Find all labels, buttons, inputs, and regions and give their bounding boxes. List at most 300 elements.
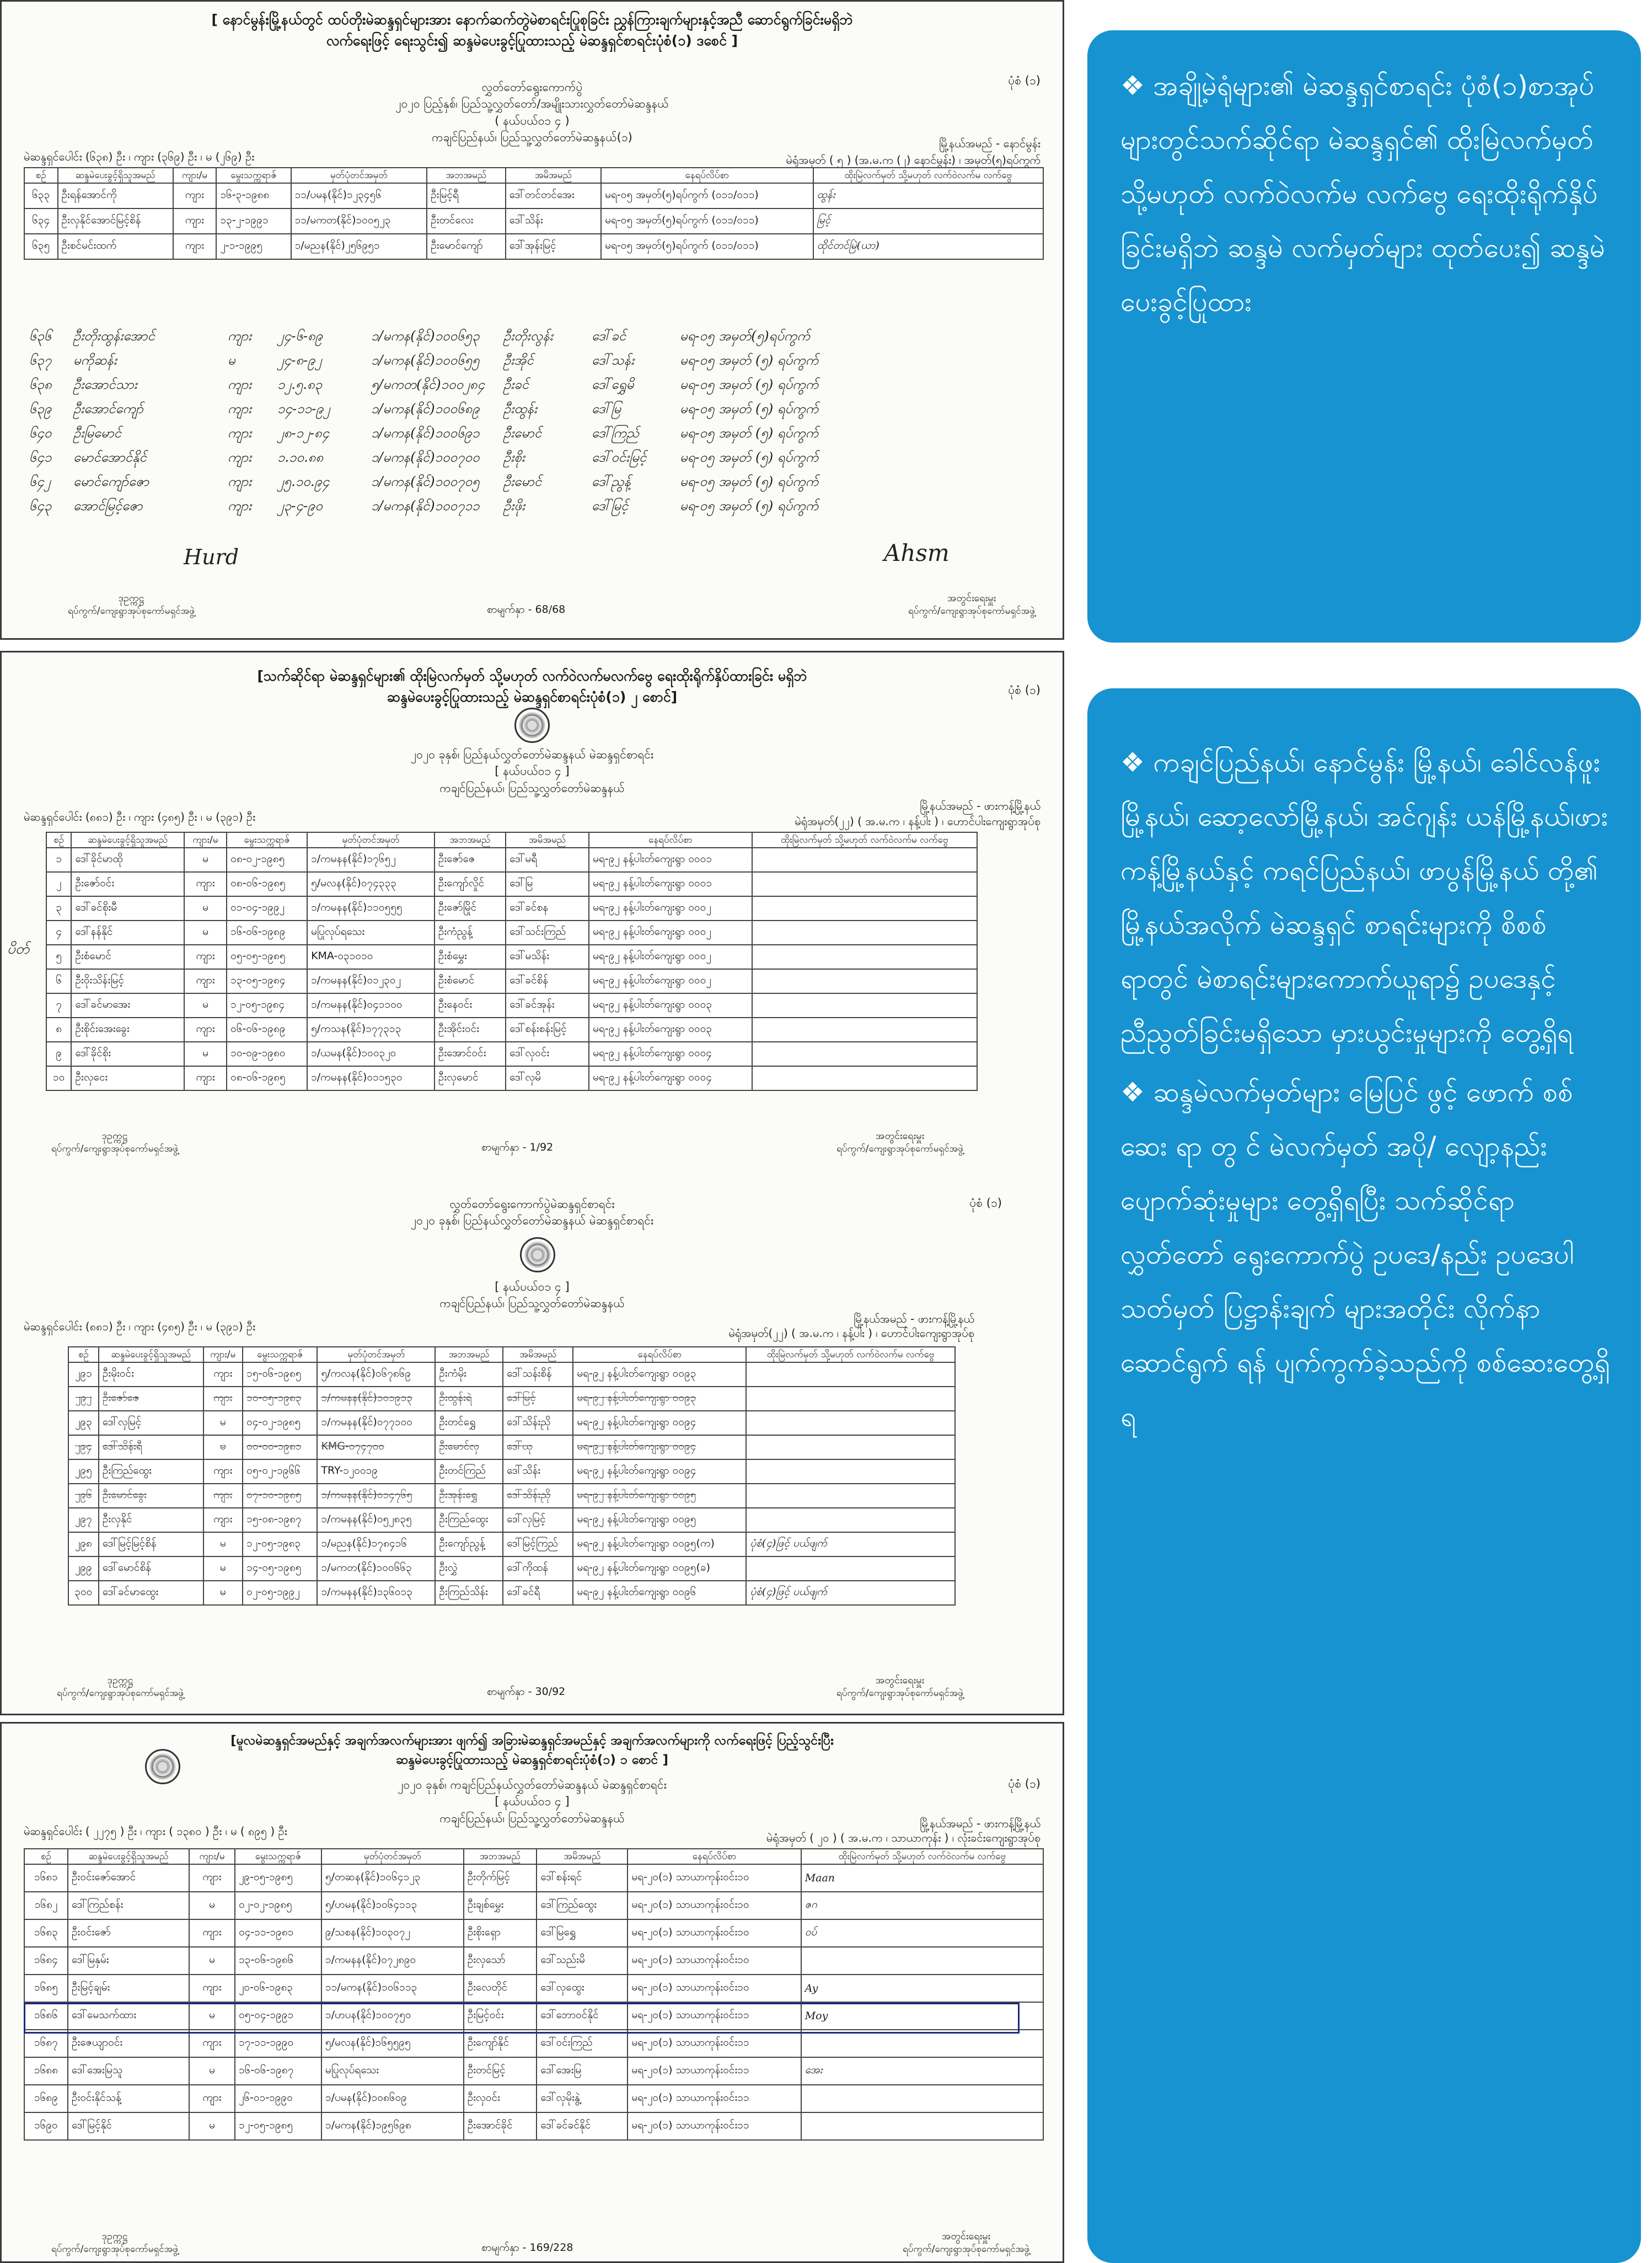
table-cell: မရ-၀၅ အမှတ်(၅)ရပ်ကွက် (၀၁၁/၀၁၁): [601, 234, 813, 259]
table-cell: ကျား: [184, 969, 227, 993]
finding-panel-2: [1087, 688, 1641, 2263]
table-cell: ဦးကြည်သိန်း: [435, 1581, 503, 1605]
scan1-station: မဲရုံအမှတ် ( ၅ ) (အ.မ.က (၂) နောင်မွန်း) ၊ အမှတ်(၅)ရပ်ကွက်: [786, 153, 1040, 167]
table-cell: TRY-၁၂၀၀၁၉: [317, 1459, 435, 1484]
column-header: မွေးသက္ကရာဇ်: [227, 832, 307, 848]
scan1-right-signature: Ahsm: [884, 539, 950, 566]
handwritten-cell: ကျား: [228, 474, 252, 489]
table-cell: ဒေါ်ကိုထန်: [503, 1556, 573, 1581]
handwritten-cell: ကျား: [228, 425, 252, 441]
table-cell: ၁/ဟပန(နိုင်)၁၀၀၇၅၀: [321, 2002, 464, 2030]
table-cell: ဒေါ်လှထွေး: [537, 1975, 627, 2002]
table-cell: [801, 2030, 1043, 2057]
table-cell: မရ-၉၂ နန့်ပါးတ်ကျေးရွာ ၀၀၀၃: [589, 993, 752, 1018]
handwritten-cell: ၂၈-၁၂-၈၄: [277, 425, 330, 441]
table-cell: ၅/ကသန(နိုင်)၁၇၇၃၁၃: [307, 1018, 435, 1042]
table-cell: ဒေါ်အုန်းမြင့်: [506, 234, 601, 259]
handwritten-cell: ဦးမောင်: [503, 474, 542, 489]
table-cell: [746, 1362, 955, 1387]
handwritten-cell: ဒေါ်မြင့်: [592, 498, 629, 513]
scan2-register-table-1: [46, 832, 978, 1091]
table-row: [24, 1975, 1043, 2002]
table-cell: ဦးမြင့်ဝင်း: [464, 2002, 537, 2030]
table-cell: ၁၂-၀၅-၁၉၈၅: [235, 2112, 321, 2140]
table-cell: ၂: [46, 872, 71, 896]
table-cell: ဦးဇော်ဇေ: [99, 1387, 203, 1411]
table-cell: ၁/မညန(နိုင်)၁၇၈၄၁၆: [317, 1532, 435, 1556]
scan3-page-number: စာမျက်နှာ - 169/228: [481, 2241, 573, 2254]
table-row: [68, 1435, 955, 1459]
table-row: [46, 921, 977, 945]
table-cell: မြင့်: [813, 208, 1043, 234]
table-cell: မရ-၉၂ နန့်ပါးတ်ကျေးရွာ ၀၀၉၃: [573, 1387, 746, 1411]
table-cell: [752, 921, 977, 945]
handwritten-cell: ဒေါ်မြ: [592, 401, 621, 416]
table-cell: ဒေါ်မြင့်: [503, 1387, 573, 1411]
column-header: မွေးသက္ကရာဇ်: [243, 1347, 317, 1362]
table-cell: ၁၄-၀၅-၁၉၈၅: [243, 1556, 317, 1581]
table-cell: ဒေါ်လှမြင့်: [99, 1411, 203, 1435]
handwritten-cell: ဒေါ်ခင်: [592, 328, 626, 344]
scan1-register-table: [24, 167, 1044, 260]
table-cell: ပုံစံ(၄)ဖြင့် ပယ်ဖျက်: [746, 1581, 955, 1605]
table-cell: ၁/ပမန(နိုင်)၁၀၈၆၀၉: [321, 2085, 464, 2112]
table-row: [24, 1864, 1043, 1892]
column-header: မှတ်ပုံတင်အမှတ်: [291, 168, 427, 183]
table-cell: ၀၆-၀၆-၁၉၈၉: [227, 1018, 307, 1042]
column-header: စဉ်: [46, 832, 71, 848]
scan2-register-table-2: [68, 1346, 956, 1606]
table-cell: မရ-၂၀(၁) သာယာကုန်းဝင်း၁၁: [627, 2030, 801, 2057]
table-cell: ၁၃-၀၆-၁၉၈၆: [235, 1947, 321, 1975]
handwritten-cell: ၁/မကန(နိုင်)၁၀၀၇၀၅: [371, 474, 480, 489]
table-cell: မရ-၂၀(၁) သာယာကုန်းဝင်း၁၀: [627, 1919, 801, 1947]
column-header: ဆန္ဒမဲပေးခွင့်ရှိသူအမည်: [71, 832, 184, 848]
table-cell: ဦးလှနိုင်: [99, 1508, 203, 1532]
table-cell: ဒေါ်ခင်ရီ: [503, 1581, 573, 1605]
table-row: [68, 1556, 955, 1581]
column-header: မွေးသက္ကရာဇ်: [235, 1849, 321, 1864]
table-cell: ကျား: [189, 2085, 235, 2112]
table-cell: ဦးဝင်းနိုင်သန့်: [68, 2085, 189, 2112]
handwritten-cell: ဦးခင်: [503, 377, 529, 392]
table-cell: ဦးကြည်ထွေး: [435, 1508, 503, 1532]
table-cell: [746, 1556, 955, 1581]
table-cell: [752, 848, 977, 872]
column-header: အဘအမည်: [435, 1347, 503, 1362]
table-cell: [752, 993, 977, 1018]
table-cell: ကျား: [184, 945, 227, 969]
table-cell: ၀၅-၀၄-၁၉၉၁: [235, 2002, 321, 2030]
scan3-township: မြို့နယ်အမည် - ဖားကန့်မြို့နယ်: [920, 1817, 1040, 1830]
table-cell: ၆၃၄: [24, 208, 58, 234]
table-cell: ၁၆၈၂: [24, 1892, 68, 1919]
column-header: ထိုးမြဲလက်မှတ် သို့မဟုတ် လက်ဝဲလက်မ လက်ဗွေ: [813, 168, 1043, 183]
table-cell: မရ-၉၂ နန့်ပါးတ်ကျေးရွာ ၀၀၉၅(က): [573, 1532, 746, 1556]
scan2b-sub2: ၂၀၂၀ ခုနှစ်၊ ပြည်နယ်လွှတ်တော်မဲဆန္ဒနယ် မဲဆန္ဒရှင်စာရင်း: [410, 1214, 654, 1228]
scan1-sub2: ၂၀၂၀ ပြည့်နှစ်၊ ပြည်သူ့လွှတ်တော်/အမျိုးသားလွှတ်တော်မဲဆန္ဒနယ်: [395, 97, 669, 111]
table-cell: မရ-၉၂ နန့်ပါးတ်ကျေးရွာ ၀၀၉၅(ခ): [573, 1556, 746, 1581]
table-cell: ကျား: [173, 208, 217, 234]
table-cell: ဦးဇေယျာဝင်း: [68, 2030, 189, 2057]
column-header: အမိအမည်: [506, 168, 601, 183]
table-cell: မ: [189, 2057, 235, 2085]
handwritten-cell: မရ-၀၅ အမှတ် (၅) ရပ်ကွက်: [680, 377, 819, 392]
table-cell: ဒေါ်ခင်ခင်နိုင်: [537, 2112, 627, 2140]
table-cell: ၁၆၈၆: [24, 2002, 68, 2030]
table-cell: မရ-၉၂ နန့်ပါးတ်ကျေးရွာ ၀၀၉၄: [573, 1435, 746, 1459]
table-cell: [752, 1066, 977, 1090]
handwritten-cell: အောင်မြင့်ဇော: [73, 498, 143, 513]
table-cell: ၁/မကန(နိုင်)၁၉၅၆၉၈: [321, 2112, 464, 2140]
table-cell: ဦးစံမွှေး: [435, 945, 506, 969]
handwritten-cell: ၆၄၂: [29, 474, 51, 489]
table-cell: ဒေါ်မြင့်မြင့်စိန်: [99, 1532, 203, 1556]
table-cell: ဒေါ်သည်းမိ: [537, 1947, 627, 1975]
table-cell: ၁၃-၂-၁၉၉၁: [216, 208, 291, 234]
table-row: [68, 1581, 955, 1605]
table-cell: ဦးချစ်မွှေး: [464, 1892, 537, 1919]
column-header: ကျား/မ: [184, 832, 227, 848]
table-cell: မ: [189, 1892, 235, 1919]
table-cell: ဦးစိုင်းအေးခွေး: [71, 1018, 184, 1042]
table-cell: ဦးစံမောင်: [71, 945, 184, 969]
finding-3-text: ❖ ဆန္ဒမဲလက်မှတ်များ မြေပြင် ဖွင့် ဖောက် စစ် ဆေး ရာ တွ င် မဲလက်မှတ် အပို/ လျော့နည်း ပျောက်ဆုံးမှုများ တွေ့ရှိရပြီး သက်ဆိုင်ရာ လွှတ်တော် ရွေးကောက်ပွဲ ဥပဒေ/နည်း ဥပဒေပါ သတ်မှတ် ပြဋ္ဌာန်းချက် များအတိုင်း လိုက်နာဆောင်ရွက် ရန် ပျက်ကွက်ခဲ့သည်ကို စစ်ဆေးတွေ့ရှိရ: [1120, 1077, 1610, 1432]
table-cell: ၅/ကလန(နိုင်)၀၆၇၈၆၉: [317, 1362, 435, 1387]
table-cell: ဒေါ်ခင်စိန်: [506, 969, 589, 993]
table-cell: ၁/ကမနန(နိုင်)၁၃၆၀၁၃: [317, 1581, 435, 1605]
table-cell: ၆၃၃: [24, 183, 58, 208]
table-cell: ဦးအောင်ဝင်း: [435, 1042, 506, 1066]
handwritten-cell: ၆၃၆: [29, 328, 52, 344]
table-cell: ဦးဝင်းဇော်: [68, 1919, 189, 1947]
handwritten-cell: မကိုဆန်း: [73, 352, 117, 368]
table-cell: ဦးဇော်မြိုင်: [435, 896, 506, 921]
table-cell: ဒေါ်သိန်း: [506, 208, 601, 234]
table-cell: ကျား: [184, 1066, 227, 1090]
table-cell: ထွန်း: [813, 183, 1043, 208]
table-cell: ဒေါ်မရီ: [506, 848, 589, 872]
table-cell: ၁/မညန(နိုင်)၂၅၆၉၅၁: [291, 234, 427, 259]
table-cell: ဦးကျော်ညွန့်: [435, 1532, 503, 1556]
table-cell: မ: [184, 896, 227, 921]
table-cell: ဒေါ်အေးမြသူ: [68, 2057, 189, 2085]
table-cell: ၁/ကမနန(နိုင်)၀၇၇၁၀၀: [317, 1411, 435, 1435]
table-cell: ၁: [46, 848, 71, 872]
table-cell: ဦးတင်လေး: [427, 208, 506, 234]
handwritten-cell: ၆၄၃: [29, 498, 52, 513]
table-cell: အေး: [801, 2057, 1043, 2085]
table-cell: မ: [203, 1411, 243, 1435]
table-cell: KMA-၀၃၁၀၁၀: [307, 945, 435, 969]
handwritten-cell: ဒေါ်ရွှေမိ: [592, 377, 634, 392]
table-cell: ၆: [46, 969, 71, 993]
table-cell: ဒေါ်စန်းစန်းမြင့်: [506, 1018, 589, 1042]
table-cell: ဒေါ်မြရွှေ: [537, 1919, 627, 1947]
table-cell: ဒေါ်တင်တင်အေး: [506, 183, 601, 208]
table-cell: ကျား: [203, 1459, 243, 1484]
table-cell: ဒေါ်လှမြင့်: [503, 1508, 573, 1532]
table-cell: ၀၂-၀၅-၁၉၉၂: [243, 1581, 317, 1605]
table-cell: ၁၆၈၄: [24, 1947, 68, 1975]
table-cell: ၁/ကမနန(နိုင်)၀၅၂၈၃၅: [317, 1508, 435, 1532]
table-cell: ဦးကံမိုး: [435, 1362, 503, 1387]
table-cell: ကျား: [203, 1508, 243, 1532]
table-row: [68, 1532, 955, 1556]
table-cell: မရ-၉၂ နန့်ပါးတ်ကျေးရွာ ၀၀၀၂: [589, 969, 752, 993]
scan2b-voter-count: မဲဆန္ဒရှင်ပေါင်း (၈၈၁) ဦး ၊ ကျား (၄၈၅) ဦး ၊ မ (၃၉၁) ဦး: [24, 1320, 256, 1333]
table-cell: [746, 1484, 955, 1508]
scan2-sub1: ၂၀၂၀ ခုနှစ်၊ ပြည်နယ်လွှတ်တော်မဲဆန္ဒနယ် မဲဆန္ဒရှင်စာရင်း: [410, 748, 654, 761]
column-header: ထိုးမြဲလက်မှတ် သို့မဟုတ် လက်ဝဲလက်မ လက်ဗွေ: [752, 832, 977, 848]
handwritten-cell: ကျား: [228, 401, 252, 416]
table-cell: ၁၀: [46, 1066, 71, 1090]
table-cell: ဝပ်: [801, 1919, 1043, 1947]
scan2-margin-note: ပိတ်: [7, 941, 30, 957]
column-header: ထိုးမြဲလက်မှတ် သို့မဟုတ် လက်ဝဲလက်မ လက်ဗွေ: [746, 1347, 955, 1362]
table-cell: Maan: [801, 1864, 1043, 1892]
scan3-sub2: [ နယ်ပယ်၀၁ ၄ ]: [495, 1795, 570, 1809]
table-cell: ပုံစံ(၄)ဖြင့် ပယ်ဖျက်: [746, 1532, 955, 1556]
scan3-sub1: ၂၀၂၀ ခုနှစ်၊ ကချင်ပြည်နယ်လွှတ်တော်မဲဆန္ဒနယ် မဲဆန္ဒရှင်စာရင်း: [398, 1778, 667, 1791]
table-cell: ဒေါ်မြနှမ်း: [68, 1947, 189, 1975]
column-header: အမိအမည်: [506, 832, 589, 848]
table-cell: ဒေါ်မေသက်ထား: [68, 2002, 189, 2030]
table-row: [46, 848, 977, 872]
scan2-voter-count: မဲဆန္ဒရှင်ပေါင်း (၈၈၁) ဦး ၊ ကျား (၄၈၅) ဦး ၊ မ (၃၉၁) ဦး: [24, 810, 256, 823]
finding-2-text: ❖ ကချင်ပြည်နယ်၊ နောင်မွန်း မြို့နယ်၊ ခေါင်လန်ဖူးမြို့နယ်၊ ဆော့လော်မြို့နယ်၊ အင်ဂျန်း ယန်မြို့နယ်၊ဖားကန့်မြို့နယ်နှင့် ကရင်ပြည်နယ်၊ ဖာပွန်မြို့နယ် တို့၏ မြို့နယ်အလိုက် မဲဆန္ဒရှင် စာရင်းများကို စိစစ်ရာတွင် မဲစာရင်းများကောက်ယူရာ၌ ဥပဒေနှင့်ညီညွတ်ခြင်းမရှိသော မှားယွင်းမှုများကို တွေ့ရှိရ: [1120, 747, 1608, 1048]
table-cell: ဒေါ်ကြည်ထွေး: [537, 1892, 627, 1919]
scan1-township: မြို့နယ်အမည် - နောင်မွန်း: [938, 137, 1040, 150]
scan2b-township: မြို့နယ်အမည် - ဖားကန့်မြို့နယ်: [854, 1312, 974, 1325]
table-cell: ၂၉၄: [68, 1435, 99, 1459]
table-cell: KMG-၀၇၄၇၀၀: [317, 1435, 435, 1459]
scan1-form-no: ပုံစံ (၁): [1008, 74, 1040, 87]
table-cell: [752, 1042, 977, 1066]
scan3-footer-right: အတွင်းရေးမှူး ရပ်ကွက်/ကျေးရွာအုပ်စုကော်မရှင်အဖွဲ့: [902, 2230, 1029, 2255]
table-cell: ဦးလေတိုင်: [464, 1975, 537, 2002]
table-row: [24, 2030, 1043, 2057]
column-header: ကျား/မ: [203, 1347, 243, 1362]
table-row: [68, 1459, 955, 1484]
table-cell: [746, 1411, 955, 1435]
handwritten-cell: မရ-၀၅ အမှတ် (၅) ရပ်ကွက်: [680, 352, 819, 368]
table-cell: ကျား: [203, 1387, 243, 1411]
scan1-left-signature: Hurd: [184, 545, 239, 569]
column-header: အမိအမည်: [503, 1347, 573, 1362]
table-cell: ဒေါ်သိန်းရီ: [99, 1435, 203, 1459]
handwritten-cell: မရ-၀၅ အမှတ် (၅) ရပ်ကွက်: [680, 450, 819, 465]
table-cell: ဒေါ်မြ: [506, 872, 589, 896]
table-cell: မ: [189, 2112, 235, 2140]
table-cell: ၅/မလန(နိုင်)၀၇၄၃၃၃: [307, 872, 435, 896]
table-cell: ၀၄-၁၁-၁၉၈၁: [235, 1919, 321, 1947]
table-cell: Ay: [801, 1975, 1043, 2002]
handwritten-cell: ၁.၁၀.၈၈: [277, 450, 324, 465]
handwritten-cell: ဦးထွန်း: [503, 401, 538, 416]
table-cell: မ: [184, 1042, 227, 1066]
scan1-page-number: စာမျက်နှာ - 68/68: [487, 603, 566, 616]
table-row: [24, 2085, 1043, 2112]
table-cell: ဦးမောင်ကျော်: [427, 234, 506, 259]
table-cell: ၅: [46, 945, 71, 969]
column-header: အဘအမည်: [435, 832, 506, 848]
table-cell: ၁၁/မကတ(နိုင်)၁၀၀၅၂၃: [291, 208, 427, 234]
table-cell: မရ-၉၂ နန့်ပါးတ်ကျေးရွာ ၀၀၉၅: [573, 1508, 746, 1532]
table-cell: ၀၈-၀၆-၁၉၈၅: [227, 1066, 307, 1090]
table-cell: ဒေါ်အေးမြ: [537, 2057, 627, 2085]
handwritten-cell: ဦးတိုးလွန်း: [503, 328, 553, 344]
table-cell: ကျား: [184, 1018, 227, 1042]
table-row: [68, 1411, 955, 1435]
table-cell: [801, 1947, 1043, 1975]
table-cell: ဦးမောင်လှ: [435, 1435, 503, 1459]
table-cell: ၀၅-၀၂-၁၉၆၆: [243, 1459, 317, 1484]
handwritten-cell: ၂၄-၆-၈၉: [277, 328, 323, 344]
table-cell: မရ-၉၂ နန့်ပါးတ်ကျေးရွာ ၀၀၀၂: [589, 921, 752, 945]
handwritten-cell: ဒေါ်ကြည်: [592, 425, 640, 441]
handwritten-cell: မရ-၀၅ အမှတ်(၅)ရပ်ကွက်: [680, 328, 811, 344]
table-cell: ဦးလှမောင်: [435, 1066, 506, 1090]
handwritten-cell: ဒေါ်ညွန့်: [592, 474, 631, 489]
table-cell: ကျား: [203, 1362, 243, 1387]
table-cell: ဦးတိုက်မြင့်: [464, 1864, 537, 1892]
handwritten-cell: မရ-၀၅ အမှတ် (၅) ရပ်ကွက်: [680, 498, 819, 513]
scan1-footer-left: ဒုဥက္ကဋ္ဌ ရပ်ကွက်/ကျေးရွာအုပ်စုကော်မရှင်အဖွဲ့: [68, 592, 195, 617]
table-row: [24, 2112, 1043, 2140]
table-row: [46, 945, 977, 969]
table-cell: ၂၆-၀၁-၁၉၉၀: [235, 2085, 321, 2112]
table-cell: ၁၆၈၉: [24, 2085, 68, 2112]
table-cell: မရ-၉၂ နန့်ပါးတ်ကျေးရွာ ၀၀၀၂: [589, 945, 752, 969]
table-cell: မရ-၉၂ နန့်ပါးတ်ကျေးရွာ ၀၀၉၄: [573, 1459, 746, 1484]
table-cell: ၂၉၃: [68, 1411, 99, 1435]
table-cell: [752, 969, 977, 993]
table-cell: ဦးဇော်ဇေ: [435, 848, 506, 872]
table-cell: ဦးတင်ကြည်: [435, 1459, 503, 1484]
table-cell: ၅/မလန(နိုင်)၁၆၅၅၉၅: [321, 2030, 464, 2057]
scan1-title-2: လက်ရေးဖြင့် ရေးသွင်း၍ ဆန္ဒမဲပေးခွင့်ပြုထားသည့် မဲဆန္ဒရှင်စာရင်းပုံစံ(၁) ဒစေင် ]: [326, 32, 738, 49]
scan2-page-number: စာမျက်နှာ - 1/92: [481, 1141, 554, 1153]
handwritten-cell: မရ-၀၅ အမှတ် (၅) ရပ်ကွက်: [680, 474, 819, 489]
table-cell: ဒေါ်မသိန်း: [506, 945, 589, 969]
scan1-footer-right: အတွင်းရေးမှူး ရပ်ကွက်/ကျေးရွာအုပ်စုကော်မရှင်အဖွဲ့: [908, 592, 1035, 617]
handwritten-cell: ကျား: [228, 498, 252, 513]
column-header: အဘအမည်: [464, 1849, 537, 1864]
table-cell: ကျား: [189, 1919, 235, 1947]
table-cell: ဒေါ်ခင်မာထွေး: [99, 1581, 203, 1605]
table-cell: ၀၀-၀၀-၁၉၈၁: [243, 1435, 317, 1459]
table-cell: မရ-၉၂ နန့်ပါးတ်ကျေးရွာ ၀၀၉၄: [573, 1411, 746, 1435]
scan3-station: မဲရုံအမှတ် ( ၂၀ ) ( အ.မ.က ၊ သာယာကုန်း ) ၊ လုံးခင်းကျေးရွာအုပ်စု: [766, 1831, 1040, 1844]
table-cell: မပြုလုပ်ရသေး: [321, 2057, 464, 2085]
table-cell: ကျား: [173, 183, 217, 208]
table-row: [46, 1018, 977, 1042]
table-cell: ဒေါ်သိန်း: [503, 1459, 573, 1484]
table-cell: ၁/ယမန(နိုင်)၁၀၀၃၂၀: [307, 1042, 435, 1066]
table-cell: မရ-၉၂ နန့်ပါးတ်ကျေးရွာ ၀၀၉၆: [573, 1581, 746, 1605]
table-cell: ကျား: [203, 1484, 243, 1508]
scan-missing-signatures: [0, 651, 1064, 1715]
table-cell: ဒေါ်ယု: [503, 1435, 573, 1459]
handwritten-cell: မောင်ကျော်ဇော: [73, 474, 149, 489]
handwritten-cell: ဦးအိုင်: [503, 352, 534, 368]
table-cell: ဒေါ်ဝင်းကြည်: [537, 2030, 627, 2057]
table-row: [46, 1066, 977, 1090]
table-cell: မ: [203, 1435, 243, 1459]
table-cell: ၀၇-၁၀-၁၉၈၅: [243, 1484, 317, 1508]
table-cell: ကျား: [173, 234, 217, 259]
handwritten-cell: ကျား: [228, 377, 252, 392]
column-header: မှတ်ပုံတင်အမှတ်: [307, 832, 435, 848]
table-cell: ၁/ကမနန(နိုင်)၀၄၁၁၀၀: [307, 993, 435, 1018]
table-cell: ၁/ကမနန(နိုင်)၁၀၁၉၁၃: [317, 1387, 435, 1411]
table-cell: ၁၅-၀၆-၁၉၈၅: [243, 1362, 317, 1387]
table-cell: မရ-၂၀(၁) သာယာကုန်းဝင်း၁၁: [627, 2057, 801, 2085]
table-cell: ဦးလှနိုင်အောင်မြင့်စိန်: [58, 208, 173, 234]
table-cell: ဦးအုန်းရွှေ: [435, 1484, 503, 1508]
handwritten-cell: ၂၅.၁၀.၉၄: [277, 474, 330, 489]
finding-panel-1: [1087, 30, 1641, 643]
table-cell: ၃: [46, 896, 71, 921]
table-cell: ၆၃၅: [24, 234, 58, 259]
handwritten-cell: ၆၄၀: [29, 425, 52, 441]
column-header: ကျား/မ: [173, 168, 217, 183]
table-cell: ၁/မကတ(နိုင်)၁၀၀၆၆၃: [317, 1556, 435, 1581]
commission-seal-icon-2: [520, 1237, 555, 1272]
table-cell: ဒေါ်လှမိ: [506, 1066, 589, 1090]
handwritten-cell: ၂၄-၈-၉၂: [277, 352, 322, 368]
table-cell: [746, 1459, 955, 1484]
table-cell: ဦးစံမောင်: [435, 969, 506, 993]
handwritten-cell: ၁၂.၅.၈၃: [277, 377, 323, 392]
scan2-footer-left: ဒုဥက္ကဋ္ဌ ရပ်ကွက်/ကျေးရွာအုပ်စုကော်မရှင်အဖွဲ့: [51, 1130, 179, 1155]
table-cell: ၉: [46, 1042, 71, 1066]
column-header: စဉ်: [24, 168, 58, 183]
table-row: [24, 1947, 1043, 1975]
table-cell: ၁/ကမနန(နိုင်)၀၁၂၃၀၂: [307, 969, 435, 993]
table-cell: ၂၉၁: [68, 1362, 99, 1387]
table-cell: ဦးဝင်းဇော်အောင်: [68, 1864, 189, 1892]
table-cell: ဒေါ်ကြည်စန်း: [68, 1892, 189, 1919]
table-cell: ၁၆၈၁: [24, 1864, 68, 1892]
scan1-sub4: ကချင်ပြည်နယ်၊ ပြည်သူ့လွှတ်တော်မဲဆန္ဒနယ်(၁): [432, 131, 632, 145]
table-cell: ဒေါ်လှမိုးနွဲ့: [537, 2085, 627, 2112]
column-header: မှတ်ပုံတင်အမှတ်: [321, 1849, 464, 1864]
column-header: နေရပ်လိပ်စာ: [573, 1347, 746, 1362]
table-cell: မရ-၉၂ နန့်ပါးတ်ကျေးရွာ ၀၀၀၁: [589, 872, 752, 896]
table-cell: ၅/ဟမန(နိုင်)၁၀၆၄၁၁၃: [321, 1892, 464, 1919]
table-cell: ဒေါ်ခင်အုန်း: [506, 993, 589, 1018]
scan3-sub3: ကချင်ပြည်နယ်၊ ပြည်သူ့လွှတ်တော်မဲဆန္ဒနယ်: [439, 1811, 625, 1825]
table-cell: မရ-၂၀(၁) သာယာကုန်းဝင်း၁၀: [627, 1864, 801, 1892]
table-cell: ဒေါ်မြင့်ကြည်: [503, 1532, 573, 1556]
table-cell: ကျား: [189, 1864, 235, 1892]
table-cell: [746, 1435, 955, 1459]
table-cell: ဦးနေဝင်း: [435, 993, 506, 1018]
table-row: [68, 1508, 955, 1532]
column-header: ဆန္ဒမဲပေးခွင့်ရှိသူအမည်: [99, 1347, 203, 1362]
handwritten-cell: ကျား: [228, 450, 252, 465]
table-cell: မ: [203, 1532, 243, 1556]
table-cell: ၁၁/ပမန(နိုင်)၁၂၃၄၅၆: [291, 183, 427, 208]
table-cell: ဦးမြင့်ချမ်း: [68, 1975, 189, 2002]
table-cell: Moy: [801, 2002, 1043, 2030]
scan2b-footer-right: အတွင်းရေးမှူး ရပ်ကွက်/ကျေးရွာအုပ်စုကော်မရှင်အဖွဲ့: [836, 1674, 963, 1699]
table-cell: [752, 945, 977, 969]
table-cell: ၁၆-၃-၁၉၈၈: [216, 183, 291, 208]
handwritten-cell: ၅/မကတ(နိုင်)၁၀၀၂၈၄: [371, 377, 485, 392]
